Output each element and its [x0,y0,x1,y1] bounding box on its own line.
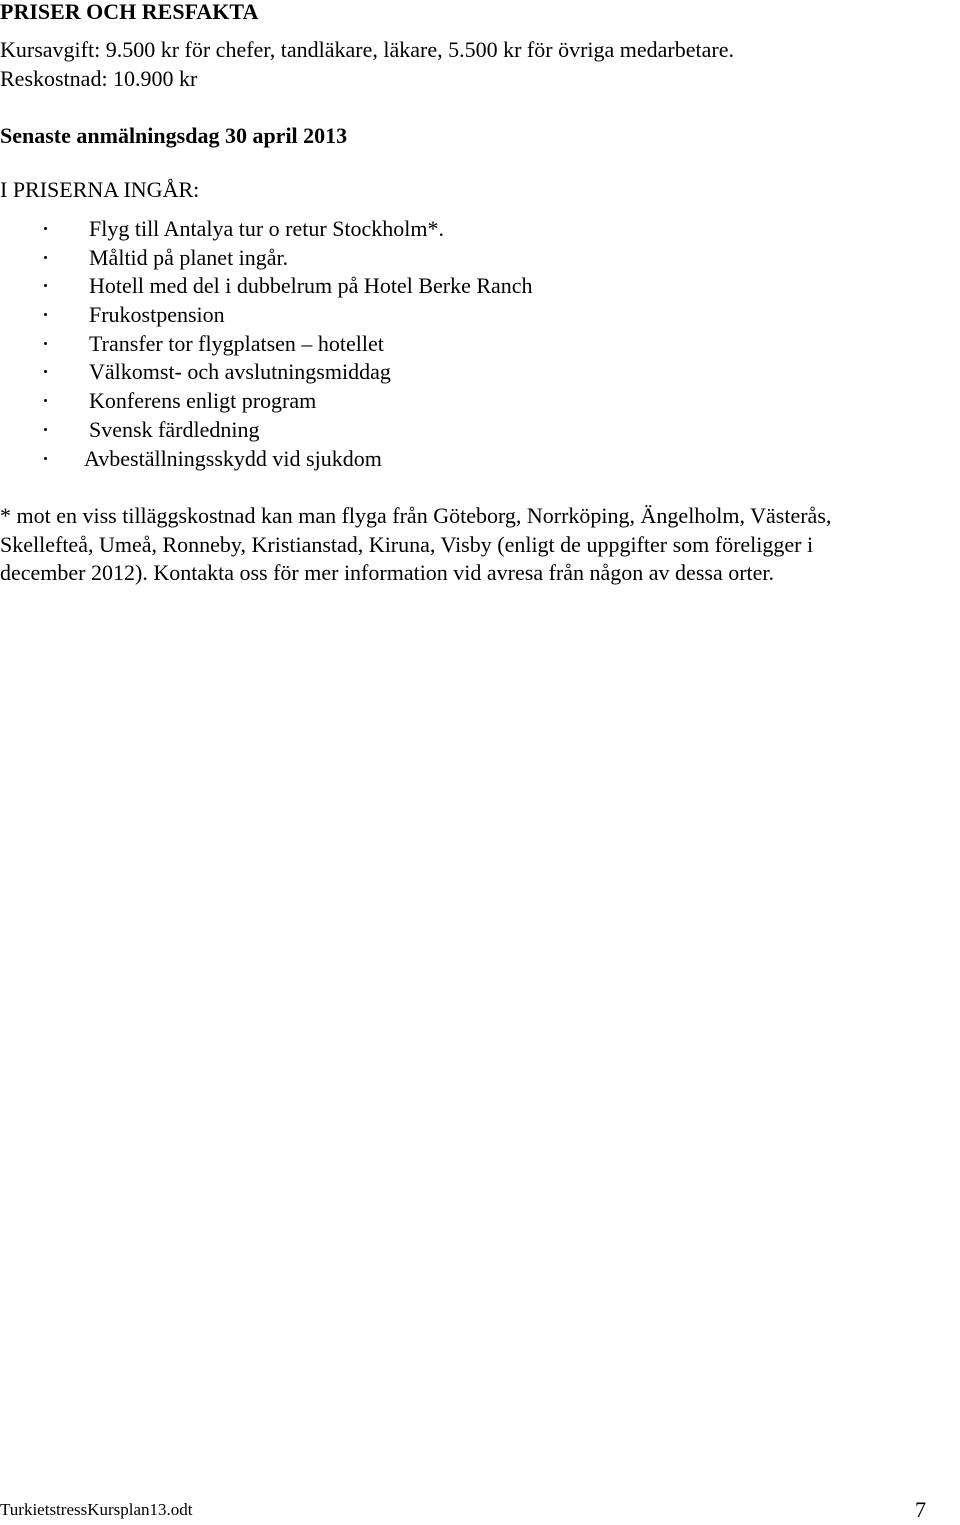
footnote [0,502,960,588]
bullet-icon [44,313,47,316]
footer-filename: TurkietstressKursplan13.odt [0,1500,193,1519]
list-item-text: Flyg till Antalya tur o retur Stockholm*. [89,216,445,241]
list-item-text: Hotell med del i dubbelrum på Hotel Berke Ranch [89,273,533,299]
bullet-icon [44,284,47,287]
list-item-text: Transfer tor flygplatsen – hotellet [89,330,384,356]
course-fee-text: Kursavgift: 9.500 kr för chefer, tandläkare, läkare, 5.500 kr för övriga medarbetare. [0,37,734,62]
list-item-text: Konferens enligt program [89,388,317,414]
bullet-icon [44,342,47,345]
bullet-icon [44,457,47,460]
list-item-text: Svensk färdledning [89,416,260,442]
bullet-icon [44,399,47,402]
list-item-text: Måltid på planet ingår. [89,244,289,270]
bullet-icon [44,370,47,373]
list-item-text: Välkomst- och avslutningsmiddag [89,359,391,385]
footnote-line: * mot en viss tilläggskostnad kan man flyga från Göteborg, Norrköping, Ängelholm, Västerås, [0,503,832,528]
travel-cost-text: Reskostnad: 10.900 kr [0,66,198,91]
bullet-icon [44,256,47,259]
bullet-icon [44,428,47,431]
list-item-text: Frukostpension [89,302,225,328]
footnote-line: Skellefteå, Umeå, Ronneby, Kristianstad, Kiruna, Visby (enligt de uppgifter som föreligger i [0,531,814,557]
included-heading: I PRISERNA INGÅR: [0,177,200,202]
footnote-line: december 2012). Kontakta oss för mer information vid avresa från någon av dessa orter. [0,560,775,585]
list-item-text: Avbeställningsskydd vid sjukdom [84,445,382,471]
section-heading: PRISER OCH RESFAKTA [0,0,259,24]
bullet-icon [44,227,47,230]
registration-deadline: Senaste anmälningsdag 30 april 2013 [0,123,348,148]
page-number: 7 [915,1497,926,1522]
